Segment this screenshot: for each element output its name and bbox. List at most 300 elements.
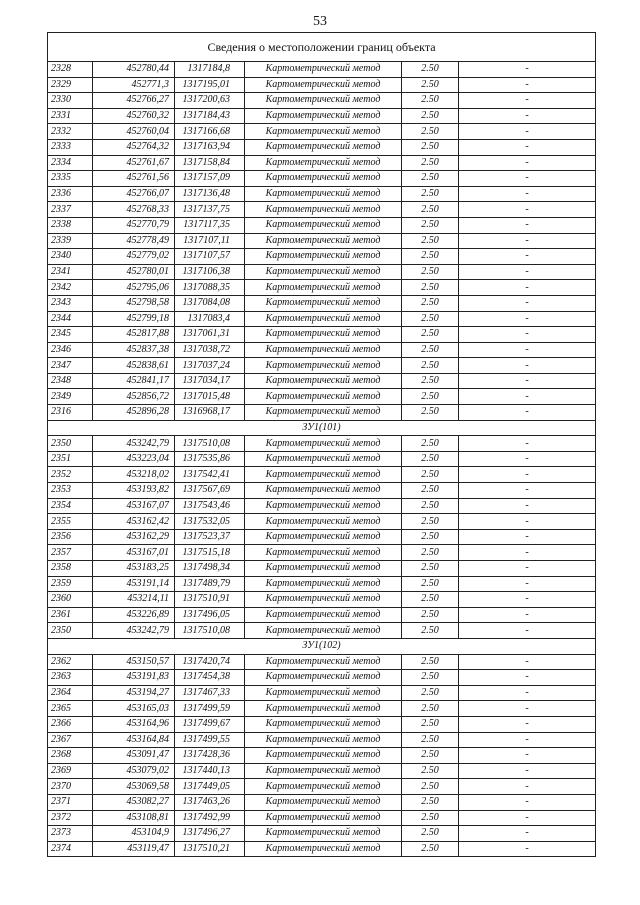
table-row [48,202,596,218]
coord-x-cell: 453167,07 [93,498,175,514]
coord-x-cell: 453108,81 [93,810,175,826]
note-cell: - [459,124,596,140]
coord-y-cell: 1317499,55 [175,732,245,748]
note-cell: - [459,498,596,514]
coord-x-cell: 452761,56 [93,171,175,187]
method-cell: Картометрический метод [245,108,402,124]
point-number-cell: 2353 [48,483,93,499]
point-number-cell: 2345 [48,327,93,343]
coord-y-cell: 1317510,08 [175,623,245,639]
point-number-cell: 2368 [48,748,93,764]
method-cell: Картометрический метод [245,623,402,639]
accuracy-cell: 2.50 [402,77,459,93]
table-row [48,685,596,701]
note-cell: - [459,233,596,249]
coord-x-cell: 453079,02 [93,763,175,779]
point-number-cell: 2350 [48,623,93,639]
point-number-cell: 2363 [48,670,93,686]
accuracy-cell: 2.50 [402,295,459,311]
note-cell: - [459,436,596,452]
note-cell: - [459,592,596,608]
coord-y-cell: 1317510,21 [175,841,245,857]
note-cell: - [459,467,596,483]
coord-y-cell: 1317015,48 [175,389,245,405]
coord-x-cell: 453226,89 [93,607,175,623]
point-number-cell: 2373 [48,826,93,842]
coord-y-cell: 1317510,08 [175,436,245,452]
note-cell: - [459,779,596,795]
coord-x-cell: 453164,84 [93,732,175,748]
table-row [48,249,596,265]
coord-x-cell: 453082,27 [93,794,175,810]
note-cell: - [459,108,596,124]
note-cell: - [459,654,596,670]
table-row [48,623,596,639]
note-cell: - [459,732,596,748]
coord-y-cell: 1317523,37 [175,529,245,545]
note-cell: - [459,358,596,374]
table-row [48,467,596,483]
point-number-cell: 2361 [48,607,93,623]
point-number-cell: 2374 [48,841,93,857]
method-cell: Картометрический метод [245,295,402,311]
coord-y-cell: 1317496,05 [175,607,245,623]
coord-x-cell: 453183,25 [93,561,175,577]
accuracy-cell: 2.50 [402,514,459,530]
table-row [48,186,596,202]
coord-y-cell: 1317107,11 [175,233,245,249]
coord-x-cell: 452760,32 [93,108,175,124]
method-cell: Картометрический метод [245,373,402,389]
method-cell: Картометрический метод [245,498,402,514]
point-number-cell: 2355 [48,514,93,530]
coord-y-cell: 1317510,91 [175,592,245,608]
point-number-cell: 2340 [48,249,93,265]
table-row [48,826,596,842]
method-cell: Картометрический метод [245,545,402,561]
accuracy-cell: 2.50 [402,763,459,779]
note-cell: - [459,716,596,732]
table-row [48,311,596,327]
note-cell: - [459,794,596,810]
coord-y-cell: 1317496,27 [175,826,245,842]
point-number-cell: 2336 [48,186,93,202]
table-row [48,701,596,717]
coord-y-cell: 1317184,8 [175,62,245,78]
table-row [48,373,596,389]
note-cell: - [459,514,596,530]
table-row [48,841,596,857]
coord-y-cell: 1317463,26 [175,794,245,810]
note-cell: - [459,295,596,311]
table-row [48,77,596,93]
table-row [48,561,596,577]
coord-y-cell: 1317428,36 [175,748,245,764]
method-cell: Картометрический метод [245,93,402,109]
table-row [48,576,596,592]
note-cell: - [459,280,596,296]
table-row [48,295,596,311]
note-cell: - [459,62,596,78]
accuracy-cell: 2.50 [402,171,459,187]
accuracy-cell: 2.50 [402,155,459,171]
coord-y-cell: 1317038,72 [175,342,245,358]
point-number-cell: 2329 [48,77,93,93]
accuracy-cell: 2.50 [402,529,459,545]
accuracy-cell: 2.50 [402,373,459,389]
table-row [48,607,596,623]
method-cell: Картометрический метод [245,685,402,701]
coord-y-cell: 1317492,99 [175,810,245,826]
table-row [48,233,596,249]
note-cell: - [459,186,596,202]
table-row [48,545,596,561]
accuracy-cell: 2.50 [402,108,459,124]
method-cell: Картометрический метод [245,249,402,265]
table-heading-row [48,33,596,62]
point-number-cell: 2371 [48,794,93,810]
note-cell: - [459,171,596,187]
boundary-coordinates-table [47,32,596,857]
coord-x-cell: 452766,27 [93,93,175,109]
point-number-cell: 2359 [48,576,93,592]
coord-x-cell: 452760,04 [93,124,175,140]
point-number-cell: 2367 [48,732,93,748]
coord-y-cell: 1317106,38 [175,264,245,280]
accuracy-cell: 2.50 [402,716,459,732]
point-number-cell: 2339 [48,233,93,249]
coord-y-cell: 1317499,67 [175,716,245,732]
table-row [48,108,596,124]
table-row [48,358,596,374]
note-cell: - [459,545,596,561]
section-header-row [48,638,596,654]
note-cell: - [459,93,596,109]
point-number-cell: 2331 [48,108,93,124]
note-cell: - [459,483,596,499]
table-row [48,810,596,826]
note-cell: - [459,217,596,233]
coord-y-cell: 1317542,41 [175,467,245,483]
note-cell: - [459,826,596,842]
method-cell: Картометрический метод [245,607,402,623]
coord-y-cell: 1317107,57 [175,249,245,265]
coord-y-cell: 1317489,79 [175,576,245,592]
table-row [48,171,596,187]
point-number-cell: 2366 [48,716,93,732]
table-row [48,93,596,109]
coord-y-cell: 1317454,38 [175,670,245,686]
point-number-cell: 2342 [48,280,93,296]
table-row [48,405,596,421]
accuracy-cell: 2.50 [402,732,459,748]
coord-y-cell: 1317449,05 [175,779,245,795]
accuracy-cell: 2.50 [402,685,459,701]
coord-x-cell: 452799,18 [93,311,175,327]
accuracy-cell: 2.50 [402,779,459,795]
section-title: ЗУ1(102) [48,638,596,654]
method-cell: Картометрический метод [245,202,402,218]
coord-y-cell: 1317083,4 [175,311,245,327]
table-row [48,592,596,608]
coord-x-cell: 453165,03 [93,701,175,717]
point-number-cell: 2344 [48,311,93,327]
method-cell: Картометрический метод [245,841,402,857]
table-row [48,529,596,545]
method-cell: Картометрический метод [245,217,402,233]
accuracy-cell: 2.50 [402,826,459,842]
note-cell: - [459,685,596,701]
accuracy-cell: 2.50 [402,748,459,764]
point-number-cell: 2333 [48,139,93,155]
table-row [48,139,596,155]
point-number-cell: 2343 [48,295,93,311]
accuracy-cell: 2.50 [402,124,459,140]
note-cell: - [459,451,596,467]
accuracy-cell: 2.50 [402,280,459,296]
point-number-cell: 2350 [48,436,93,452]
table-row [48,327,596,343]
coord-x-cell: 452780,44 [93,62,175,78]
coord-x-cell: 452780,01 [93,264,175,280]
accuracy-cell: 2.50 [402,342,459,358]
method-cell: Картометрический метод [245,62,402,78]
point-number-cell: 2357 [48,545,93,561]
table-row [48,124,596,140]
accuracy-cell: 2.50 [402,62,459,78]
note-cell: - [459,748,596,764]
coord-y-cell: 1317532,05 [175,514,245,530]
coord-x-cell: 453214,11 [93,592,175,608]
coord-x-cell: 453242,79 [93,436,175,452]
note-cell: - [459,810,596,826]
coord-x-cell: 452798,58 [93,295,175,311]
note-cell: - [459,623,596,639]
coord-x-cell: 452771,3 [93,77,175,93]
table-row [48,794,596,810]
method-cell: Картометрический метод [245,358,402,374]
accuracy-cell: 2.50 [402,264,459,280]
note-cell: - [459,373,596,389]
coord-y-cell: 1317061,31 [175,327,245,343]
coord-y-cell: 1316968,17 [175,405,245,421]
method-cell: Картометрический метод [245,186,402,202]
coord-x-cell: 452779,02 [93,249,175,265]
method-cell: Картометрический метод [245,592,402,608]
coord-x-cell: 453194,27 [93,685,175,701]
method-cell: Картометрический метод [245,701,402,717]
point-number-cell: 2358 [48,561,93,577]
coord-y-cell: 1317088,35 [175,280,245,296]
coord-x-cell: 452817,88 [93,327,175,343]
method-cell: Картометрический метод [245,342,402,358]
method-cell: Картометрический метод [245,171,402,187]
note-cell: - [459,77,596,93]
method-cell: Картометрический метод [245,810,402,826]
method-cell: Картометрический метод [245,451,402,467]
accuracy-cell: 2.50 [402,467,459,483]
method-cell: Картометрический метод [245,654,402,670]
coord-x-cell: 452761,67 [93,155,175,171]
note-cell: - [459,249,596,265]
note-cell: - [459,701,596,717]
coord-x-cell: 453242,79 [93,623,175,639]
table-row [48,436,596,452]
accuracy-cell: 2.50 [402,670,459,686]
accuracy-cell: 2.50 [402,139,459,155]
coord-x-cell: 452856,72 [93,389,175,405]
coord-y-cell: 1317499,59 [175,701,245,717]
method-cell: Картометрический метод [245,576,402,592]
note-cell: - [459,561,596,577]
coord-x-cell: 453164,96 [93,716,175,732]
coord-y-cell: 1317137,75 [175,202,245,218]
coord-x-cell: 453193,82 [93,483,175,499]
section-header-row [48,420,596,436]
method-cell: Картометрический метод [245,670,402,686]
note-cell: - [459,763,596,779]
accuracy-cell: 2.50 [402,389,459,405]
table-body [48,33,596,857]
point-number-cell: 2354 [48,498,93,514]
method-cell: Картометрический метод [245,529,402,545]
coord-y-cell: 1317200,63 [175,93,245,109]
coord-x-cell: 452896,28 [93,405,175,421]
point-number-cell: 2337 [48,202,93,218]
coord-x-cell: 453162,42 [93,514,175,530]
table-row [48,451,596,467]
table-row [48,155,596,171]
table-row [48,62,596,78]
method-cell: Картометрический метод [245,716,402,732]
accuracy-cell: 2.50 [402,841,459,857]
note-cell: - [459,311,596,327]
note-cell: - [459,607,596,623]
accuracy-cell: 2.50 [402,233,459,249]
accuracy-cell: 2.50 [402,498,459,514]
method-cell: Картометрический метод [245,77,402,93]
method-cell: Картометрический метод [245,155,402,171]
coord-y-cell: 1317195,01 [175,77,245,93]
coord-y-cell: 1317166,68 [175,124,245,140]
point-number-cell: 2362 [48,654,93,670]
note-cell: - [459,389,596,405]
accuracy-cell: 2.50 [402,623,459,639]
accuracy-cell: 2.50 [402,451,459,467]
table-row [48,498,596,514]
method-cell: Картометрический метод [245,280,402,296]
method-cell: Картометрический метод [245,327,402,343]
method-cell: Картометрический метод [245,794,402,810]
coord-y-cell: 1317037,24 [175,358,245,374]
note-cell: - [459,264,596,280]
method-cell: Картометрический метод [245,561,402,577]
method-cell: Картометрический метод [245,748,402,764]
point-number-cell: 2370 [48,779,93,795]
point-number-cell: 2352 [48,467,93,483]
point-number-cell: 2348 [48,373,93,389]
section-title: ЗУ1(101) [48,420,596,436]
accuracy-cell: 2.50 [402,202,459,218]
page-number: 53 [313,14,327,29]
coord-y-cell: 1317084,08 [175,295,245,311]
note-cell: - [459,841,596,857]
method-cell: Картометрический метод [245,763,402,779]
point-number-cell: 2349 [48,389,93,405]
coord-x-cell: 453091,47 [93,748,175,764]
point-number-cell: 2347 [48,358,93,374]
note-cell: - [459,405,596,421]
coord-y-cell: 1317136,48 [175,186,245,202]
coord-y-cell: 1317420,74 [175,654,245,670]
coord-y-cell: 1317543,46 [175,498,245,514]
coord-y-cell: 1317440,13 [175,763,245,779]
note-cell: - [459,327,596,343]
accuracy-cell: 2.50 [402,654,459,670]
coord-x-cell: 453223,04 [93,451,175,467]
table-row [48,654,596,670]
table-row [48,280,596,296]
accuracy-cell: 2.50 [402,701,459,717]
point-number-cell: 2316 [48,405,93,421]
point-number-cell: 2372 [48,810,93,826]
coord-x-cell: 452770,79 [93,217,175,233]
accuracy-cell: 2.50 [402,405,459,421]
table-row [48,483,596,499]
point-number-cell: 2334 [48,155,93,171]
coord-x-cell: 453069,58 [93,779,175,795]
coord-x-cell: 452838,61 [93,358,175,374]
method-cell: Картометрический метод [245,732,402,748]
accuracy-cell: 2.50 [402,810,459,826]
coord-y-cell: 1317498,34 [175,561,245,577]
coord-y-cell: 1317467,33 [175,685,245,701]
note-cell: - [459,155,596,171]
accuracy-cell: 2.50 [402,249,459,265]
coord-x-cell: 453218,02 [93,467,175,483]
point-number-cell: 2328 [48,62,93,78]
point-number-cell: 2346 [48,342,93,358]
coord-y-cell: 1317117,35 [175,217,245,233]
point-number-cell: 2356 [48,529,93,545]
accuracy-cell: 2.50 [402,436,459,452]
coord-x-cell: 453191,83 [93,670,175,686]
table-row [48,779,596,795]
coord-x-cell: 453167,01 [93,545,175,561]
table-row [48,763,596,779]
note-cell: - [459,670,596,686]
note-cell: - [459,202,596,218]
table-row [48,514,596,530]
accuracy-cell: 2.50 [402,311,459,327]
method-cell: Картометрический метод [245,436,402,452]
table-row [48,748,596,764]
coord-x-cell: 453119,47 [93,841,175,857]
coord-y-cell: 1317034,17 [175,373,245,389]
accuracy-cell: 2.50 [402,217,459,233]
accuracy-cell: 2.50 [402,93,459,109]
point-number-cell: 2369 [48,763,93,779]
accuracy-cell: 2.50 [402,358,459,374]
note-cell: - [459,576,596,592]
table-row [48,716,596,732]
method-cell: Картометрический метод [245,514,402,530]
point-number-cell: 2338 [48,217,93,233]
table-title: Сведения о местоположении границ объекта [48,33,596,62]
method-cell: Картометрический метод [245,264,402,280]
method-cell: Картометрический метод [245,826,402,842]
note-cell: - [459,342,596,358]
